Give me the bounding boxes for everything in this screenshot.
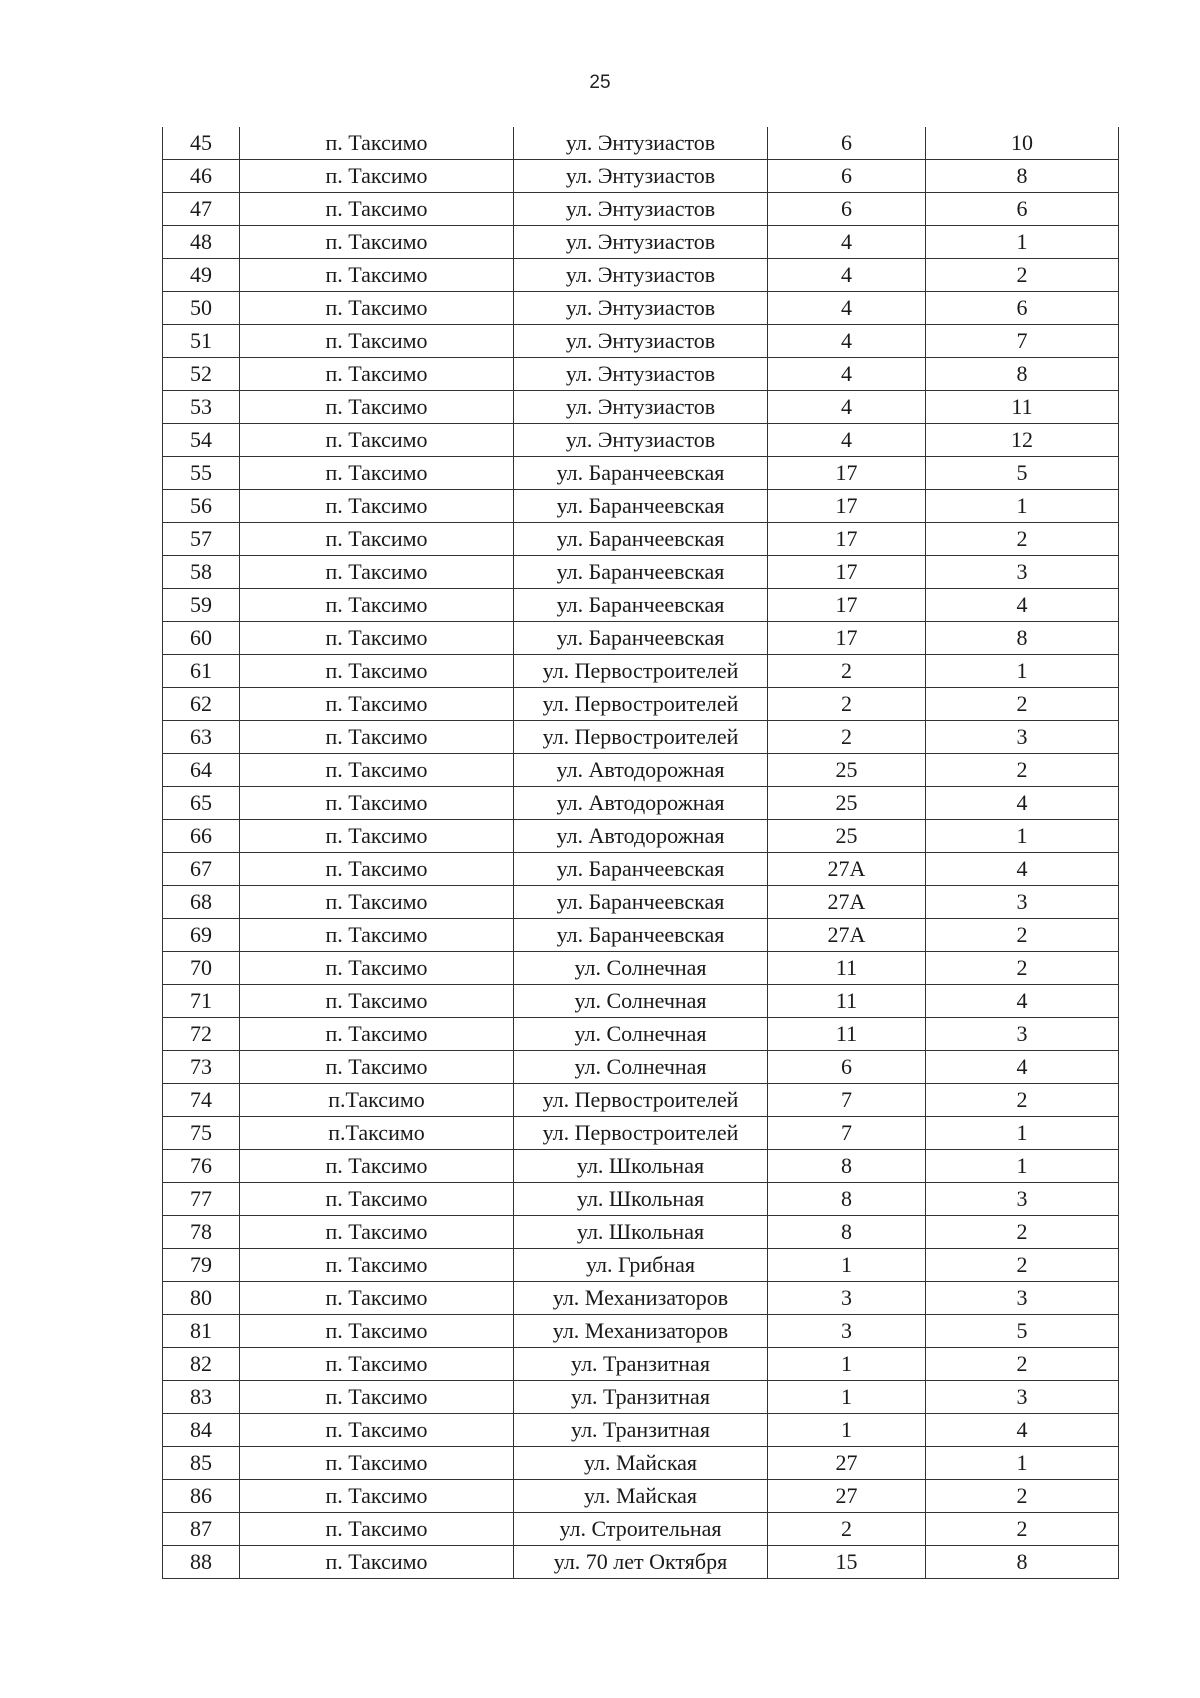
street-cell: ул. Баранчеевская (514, 523, 768, 556)
house-number-cell: 7 (768, 1117, 926, 1150)
apartment-number-cell: 1 (926, 655, 1119, 688)
table-row (163, 1480, 1119, 1513)
row-number-cell: 88 (163, 1546, 240, 1579)
row-number-cell: 48 (163, 226, 240, 259)
settlement-cell: п. Таксимо (240, 1513, 514, 1546)
table-row (163, 325, 1119, 358)
house-number-cell: 25 (768, 754, 926, 787)
settlement-cell: п. Таксимо (240, 787, 514, 820)
apartment-number-cell: 11 (926, 391, 1119, 424)
row-number-cell: 83 (163, 1381, 240, 1414)
settlement-cell: п. Таксимо (240, 1216, 514, 1249)
street-cell: ул. Энтузиастов (514, 292, 768, 325)
table-row (163, 259, 1119, 292)
street-cell: ул. Строительная (514, 1513, 768, 1546)
table-row (163, 853, 1119, 886)
house-number-cell: 6 (768, 127, 926, 160)
settlement-cell: п. Таксимо (240, 919, 514, 952)
street-cell: ул. Солнечная (514, 952, 768, 985)
table-row (163, 589, 1119, 622)
house-number-cell: 17 (768, 523, 926, 556)
apartment-number-cell: 1 (926, 490, 1119, 523)
apartment-number-cell: 2 (926, 1513, 1119, 1546)
apartment-number-cell: 4 (926, 1051, 1119, 1084)
street-cell: ул. Школьная (514, 1150, 768, 1183)
house-number-cell: 1 (768, 1249, 926, 1282)
row-number-cell: 85 (163, 1447, 240, 1480)
apartment-number-cell: 3 (926, 1381, 1119, 1414)
row-number-cell: 70 (163, 952, 240, 985)
row-number-cell: 66 (163, 820, 240, 853)
street-cell: ул. Энтузиастов (514, 259, 768, 292)
apartment-number-cell: 1 (926, 820, 1119, 853)
street-cell: ул. Первостроителей (514, 721, 768, 754)
settlement-cell: п. Таксимо (240, 952, 514, 985)
street-cell: ул. Баранчеевская (514, 853, 768, 886)
street-cell: ул. Баранчеевская (514, 457, 768, 490)
house-number-cell: 8 (768, 1183, 926, 1216)
row-number-cell: 77 (163, 1183, 240, 1216)
apartment-number-cell: 3 (926, 886, 1119, 919)
table-row (163, 985, 1119, 1018)
settlement-cell: п. Таксимо (240, 1051, 514, 1084)
apartment-number-cell: 8 (926, 160, 1119, 193)
apartment-number-cell: 2 (926, 1249, 1119, 1282)
house-number-cell: 15 (768, 1546, 926, 1579)
table-row (163, 655, 1119, 688)
settlement-cell: п. Таксимо (240, 1546, 514, 1579)
row-number-cell: 50 (163, 292, 240, 325)
house-number-cell: 17 (768, 622, 926, 655)
settlement-cell: п. Таксимо (240, 853, 514, 886)
house-number-cell: 8 (768, 1150, 926, 1183)
street-cell: ул. Механизаторов (514, 1315, 768, 1348)
row-number-cell: 64 (163, 754, 240, 787)
house-number-cell: 11 (768, 985, 926, 1018)
house-number-cell: 1 (768, 1414, 926, 1447)
apartment-number-cell: 2 (926, 688, 1119, 721)
settlement-cell: п. Таксимо (240, 226, 514, 259)
table-row (163, 424, 1119, 457)
table-row (163, 523, 1119, 556)
apartment-number-cell: 2 (926, 1084, 1119, 1117)
settlement-cell: п. Таксимо (240, 358, 514, 391)
page-number: 25 (589, 72, 611, 93)
apartment-number-cell: 4 (926, 853, 1119, 886)
table-row (163, 457, 1119, 490)
apartment-number-cell: 3 (926, 1282, 1119, 1315)
apartment-number-cell: 5 (926, 457, 1119, 490)
house-number-cell: 4 (768, 259, 926, 292)
settlement-cell: п. Таксимо (240, 1249, 514, 1282)
table-row (163, 1315, 1119, 1348)
row-number-cell: 54 (163, 424, 240, 457)
table-row (163, 688, 1119, 721)
house-number-cell: 27А (768, 886, 926, 919)
settlement-cell: п. Таксимо (240, 985, 514, 1018)
apartment-number-cell: 3 (926, 556, 1119, 589)
house-number-cell: 3 (768, 1315, 926, 1348)
apartment-number-cell: 3 (926, 1018, 1119, 1051)
settlement-cell: п. Таксимо (240, 523, 514, 556)
settlement-cell: п. Таксимо (240, 1381, 514, 1414)
row-number-cell: 59 (163, 589, 240, 622)
row-number-cell: 74 (163, 1084, 240, 1117)
street-cell: ул. Энтузиастов (514, 127, 768, 160)
address-table (162, 127, 1119, 1579)
street-cell: ул. Механизаторов (514, 1282, 768, 1315)
apartment-number-cell: 2 (926, 919, 1119, 952)
apartment-number-cell: 4 (926, 787, 1119, 820)
settlement-cell: п. Таксимо (240, 259, 514, 292)
apartment-number-cell: 3 (926, 1183, 1119, 1216)
table-row (163, 886, 1119, 919)
street-cell: ул. Автодорожная (514, 820, 768, 853)
settlement-cell: п. Таксимо (240, 556, 514, 589)
settlement-cell: п. Таксимо (240, 490, 514, 523)
street-cell: ул. Майская (514, 1480, 768, 1513)
row-number-cell: 86 (163, 1480, 240, 1513)
house-number-cell: 4 (768, 226, 926, 259)
house-number-cell: 25 (768, 820, 926, 853)
table-row (163, 820, 1119, 853)
street-cell: ул. Первостроителей (514, 688, 768, 721)
apartment-number-cell: 4 (926, 1414, 1119, 1447)
house-number-cell: 17 (768, 457, 926, 490)
table-row (163, 1183, 1119, 1216)
table-row (163, 1249, 1119, 1282)
row-number-cell: 76 (163, 1150, 240, 1183)
settlement-cell: п. Таксимо (240, 127, 514, 160)
table-row (163, 1216, 1119, 1249)
row-number-cell: 49 (163, 259, 240, 292)
house-number-cell: 4 (768, 391, 926, 424)
settlement-cell: п. Таксимо (240, 1348, 514, 1381)
apartment-number-cell: 10 (926, 127, 1119, 160)
settlement-cell: п. Таксимо (240, 820, 514, 853)
street-cell: ул. Баранчеевская (514, 622, 768, 655)
row-number-cell: 67 (163, 853, 240, 886)
apartment-number-cell: 2 (926, 952, 1119, 985)
row-number-cell: 62 (163, 688, 240, 721)
table-row (163, 721, 1119, 754)
row-number-cell: 63 (163, 721, 240, 754)
apartment-number-cell: 3 (926, 721, 1119, 754)
table-row (163, 127, 1119, 160)
settlement-cell: п. Таксимо (240, 1315, 514, 1348)
row-number-cell: 53 (163, 391, 240, 424)
row-number-cell: 71 (163, 985, 240, 1018)
apartment-number-cell: 1 (926, 1117, 1119, 1150)
apartment-number-cell: 8 (926, 358, 1119, 391)
house-number-cell: 27А (768, 853, 926, 886)
row-number-cell: 84 (163, 1414, 240, 1447)
table-row (163, 391, 1119, 424)
house-number-cell: 2 (768, 655, 926, 688)
row-number-cell: 78 (163, 1216, 240, 1249)
apartment-number-cell: 4 (926, 589, 1119, 622)
table-row (163, 1414, 1119, 1447)
street-cell: ул. Транзитная (514, 1348, 768, 1381)
row-number-cell: 46 (163, 160, 240, 193)
house-number-cell: 6 (768, 160, 926, 193)
apartment-number-cell: 2 (926, 259, 1119, 292)
house-number-cell: 3 (768, 1282, 926, 1315)
house-number-cell: 4 (768, 292, 926, 325)
row-number-cell: 72 (163, 1018, 240, 1051)
table-row (163, 1348, 1119, 1381)
row-number-cell: 55 (163, 457, 240, 490)
street-cell: ул. Школьная (514, 1216, 768, 1249)
table-row (163, 1117, 1119, 1150)
row-number-cell: 80 (163, 1282, 240, 1315)
apartment-number-cell: 2 (926, 523, 1119, 556)
settlement-cell: п. Таксимо (240, 688, 514, 721)
row-number-cell: 65 (163, 787, 240, 820)
house-number-cell: 25 (768, 787, 926, 820)
row-number-cell: 69 (163, 919, 240, 952)
street-cell: ул. Грибная (514, 1249, 768, 1282)
row-number-cell: 58 (163, 556, 240, 589)
apartment-number-cell: 2 (926, 1480, 1119, 1513)
table-row (163, 292, 1119, 325)
house-number-cell: 4 (768, 325, 926, 358)
table-row (163, 1018, 1119, 1051)
table-row (163, 358, 1119, 391)
settlement-cell: п. Таксимо (240, 457, 514, 490)
settlement-cell: п.Таксимо (240, 1117, 514, 1150)
row-number-cell: 47 (163, 193, 240, 226)
house-number-cell: 17 (768, 556, 926, 589)
street-cell: ул. Энтузиастов (514, 424, 768, 457)
street-cell: ул. Баранчеевская (514, 589, 768, 622)
street-cell: ул. Энтузиастов (514, 226, 768, 259)
settlement-cell: п. Таксимо (240, 193, 514, 226)
apartment-number-cell: 8 (926, 1546, 1119, 1579)
house-number-cell: 27 (768, 1447, 926, 1480)
row-number-cell: 79 (163, 1249, 240, 1282)
apartment-number-cell: 4 (926, 985, 1119, 1018)
table-row (163, 787, 1119, 820)
settlement-cell: п. Таксимо (240, 886, 514, 919)
house-number-cell: 17 (768, 490, 926, 523)
street-cell: ул. Транзитная (514, 1414, 768, 1447)
table-row (163, 160, 1119, 193)
street-cell: ул. Солнечная (514, 1018, 768, 1051)
table-row (163, 754, 1119, 787)
settlement-cell: п. Таксимо (240, 391, 514, 424)
house-number-cell: 11 (768, 952, 926, 985)
row-number-cell: 75 (163, 1117, 240, 1150)
settlement-cell: п. Таксимо (240, 1447, 514, 1480)
street-cell: ул. Баранчеевская (514, 919, 768, 952)
settlement-cell: п.Таксимо (240, 1084, 514, 1117)
street-cell: ул. Майская (514, 1447, 768, 1480)
house-number-cell: 2 (768, 721, 926, 754)
house-number-cell: 4 (768, 424, 926, 457)
table-row (163, 952, 1119, 985)
street-cell: ул. Школьная (514, 1183, 768, 1216)
row-number-cell: 60 (163, 622, 240, 655)
table-row (163, 1084, 1119, 1117)
apartment-number-cell: 8 (926, 622, 1119, 655)
row-number-cell: 57 (163, 523, 240, 556)
table-row (163, 622, 1119, 655)
settlement-cell: п. Таксимо (240, 1018, 514, 1051)
street-cell: ул. Первостроителей (514, 655, 768, 688)
apartment-number-cell: 6 (926, 193, 1119, 226)
row-number-cell: 56 (163, 490, 240, 523)
street-cell: ул. Энтузиастов (514, 160, 768, 193)
settlement-cell: п. Таксимо (240, 160, 514, 193)
apartment-number-cell: 2 (926, 1348, 1119, 1381)
row-number-cell: 68 (163, 886, 240, 919)
house-number-cell: 2 (768, 688, 926, 721)
table-row (163, 1447, 1119, 1480)
settlement-cell: п. Таксимо (240, 292, 514, 325)
apartment-number-cell: 1 (926, 1447, 1119, 1480)
street-cell: ул. Первостроителей (514, 1117, 768, 1150)
settlement-cell: п. Таксимо (240, 1282, 514, 1315)
settlement-cell: п. Таксимо (240, 589, 514, 622)
house-number-cell: 1 (768, 1381, 926, 1414)
street-cell: ул. Энтузиастов (514, 193, 768, 226)
street-cell: ул. Первостроителей (514, 1084, 768, 1117)
table-row (163, 1150, 1119, 1183)
house-number-cell: 6 (768, 1051, 926, 1084)
street-cell: ул. Автодорожная (514, 787, 768, 820)
apartment-number-cell: 1 (926, 226, 1119, 259)
row-number-cell: 82 (163, 1348, 240, 1381)
settlement-cell: п. Таксимо (240, 754, 514, 787)
house-number-cell: 27А (768, 919, 926, 952)
house-number-cell: 27 (768, 1480, 926, 1513)
apartment-number-cell: 7 (926, 325, 1119, 358)
table-row (163, 490, 1119, 523)
table-row (163, 1546, 1119, 1579)
house-number-cell: 1 (768, 1348, 926, 1381)
apartment-number-cell: 12 (926, 424, 1119, 457)
table-row (163, 1282, 1119, 1315)
street-cell: ул. Баранчеевская (514, 556, 768, 589)
settlement-cell: п. Таксимо (240, 424, 514, 457)
settlement-cell: п. Таксимо (240, 721, 514, 754)
table-row (163, 919, 1119, 952)
apartment-number-cell: 2 (926, 754, 1119, 787)
row-number-cell: 81 (163, 1315, 240, 1348)
row-number-cell: 61 (163, 655, 240, 688)
settlement-cell: п. Таксимо (240, 655, 514, 688)
settlement-cell: п. Таксимо (240, 1150, 514, 1183)
table-body (163, 127, 1119, 1579)
house-number-cell: 8 (768, 1216, 926, 1249)
street-cell: ул. Солнечная (514, 1051, 768, 1084)
apartment-number-cell: 5 (926, 1315, 1119, 1348)
street-cell: ул. Автодорожная (514, 754, 768, 787)
table-row (163, 1381, 1119, 1414)
row-number-cell: 51 (163, 325, 240, 358)
house-number-cell: 2 (768, 1513, 926, 1546)
street-cell: ул. 70 лет Октября (514, 1546, 768, 1579)
apartment-number-cell: 6 (926, 292, 1119, 325)
settlement-cell: п. Таксимо (240, 325, 514, 358)
settlement-cell: п. Таксимо (240, 622, 514, 655)
row-number-cell: 45 (163, 127, 240, 160)
house-number-cell: 17 (768, 589, 926, 622)
street-cell: ул. Солнечная (514, 985, 768, 1018)
apartment-number-cell: 1 (926, 1150, 1119, 1183)
row-number-cell: 87 (163, 1513, 240, 1546)
table-row (163, 1513, 1119, 1546)
street-cell: ул. Энтузиастов (514, 391, 768, 424)
house-number-cell: 11 (768, 1018, 926, 1051)
table-row (163, 1051, 1119, 1084)
street-cell: ул. Баранчеевская (514, 490, 768, 523)
row-number-cell: 52 (163, 358, 240, 391)
street-cell: ул. Энтузиастов (514, 358, 768, 391)
street-cell: ул. Транзитная (514, 1381, 768, 1414)
street-cell: ул. Баранчеевская (514, 886, 768, 919)
table-row (163, 226, 1119, 259)
row-number-cell: 73 (163, 1051, 240, 1084)
settlement-cell: п. Таксимо (240, 1183, 514, 1216)
house-number-cell: 7 (768, 1084, 926, 1117)
house-number-cell: 6 (768, 193, 926, 226)
apartment-number-cell: 2 (926, 1216, 1119, 1249)
table-row (163, 556, 1119, 589)
house-number-cell: 4 (768, 358, 926, 391)
settlement-cell: п. Таксимо (240, 1480, 514, 1513)
settlement-cell: п. Таксимо (240, 1414, 514, 1447)
street-cell: ул. Энтузиастов (514, 325, 768, 358)
table-row (163, 193, 1119, 226)
